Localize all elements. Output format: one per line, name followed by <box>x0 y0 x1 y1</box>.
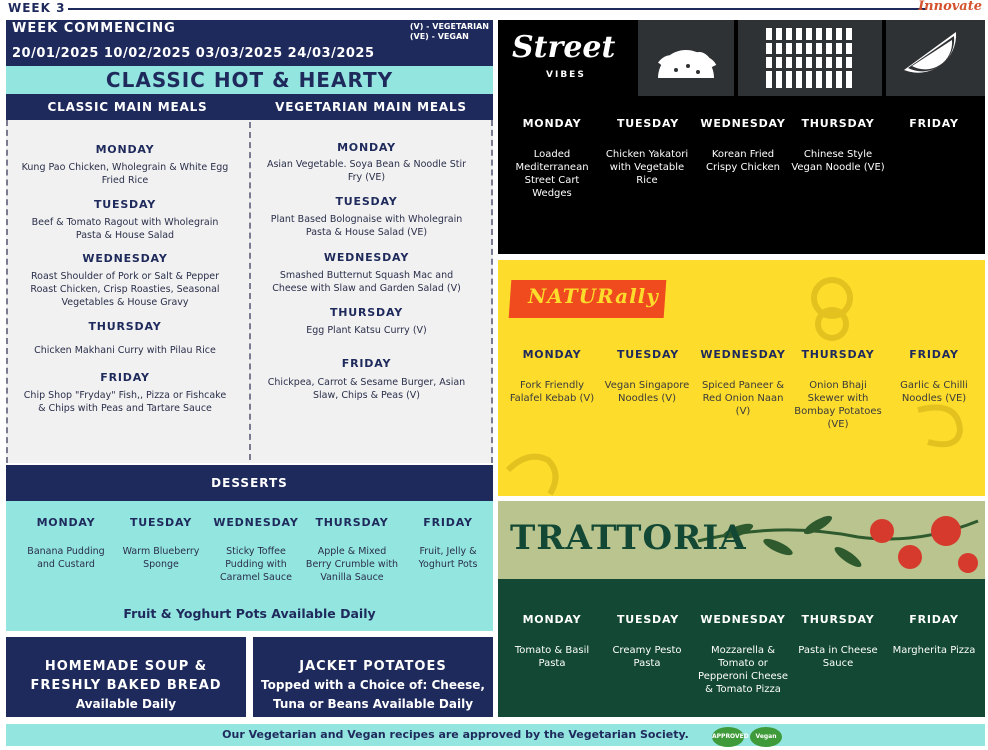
classic-day: FRIDAY <box>100 371 150 384</box>
trattoria-meal: Pasta in Cheese Sauce <box>798 645 878 669</box>
classic-meals-list <box>20 143 230 187</box>
soup-subtitle: Available Daily <box>75 697 177 711</box>
soup-title-line1: HOMEMADE SOUP & <box>44 659 208 674</box>
trattoria-title: TRATTORIA <box>510 518 747 558</box>
dessert-item <box>113 516 209 571</box>
dessert-day: MONDAY <box>36 516 96 529</box>
veg-meals-list-item <box>264 251 469 295</box>
veg-meals-list-item <box>264 195 469 239</box>
street-vibes-logo <box>498 20 634 96</box>
classic-meals-list-item <box>20 371 230 415</box>
jacket-title: JACKET POTATOES <box>299 659 447 674</box>
veg-meal: Smashed Butternut Squash Mac and Cheese with Slaw and Garden Salad (V) <box>272 270 461 294</box>
street-day: WEDNESDAY <box>700 117 786 130</box>
trattoria-meal: Tomato & Basil Pasta <box>514 645 590 669</box>
classic-day: MONDAY <box>95 143 155 156</box>
street-logo-subtext: VIBES <box>546 70 586 80</box>
naturally-meal: Fork Friendly Falafel Kebab (V) <box>509 380 595 404</box>
week-divider-line <box>68 8 926 10</box>
naturally-day: TUESDAY <box>616 348 680 361</box>
week-commencing-header <box>6 20 493 66</box>
street-logo-text: Street <box>512 30 616 65</box>
classic-main-meals-heading: CLASSIC MAIN MEALS <box>47 100 208 114</box>
trattoria-meal: Mozzarella & Tomato or Pepperoni Cheese & Tomato Pizza <box>698 645 788 695</box>
classic-meal: Chicken Makhani Curry with Pilau Rice <box>34 345 216 356</box>
soup-title-line2: FRESHLY BAKED BREAD <box>30 678 222 693</box>
dessert-item <box>208 516 304 584</box>
trattoria-day: TUESDAY <box>616 613 680 626</box>
mains-column-headers <box>6 94 493 120</box>
pattern-icon <box>738 20 882 96</box>
taco-icon <box>638 20 734 96</box>
dessert-meal: Fruit, Jelly & Yoghurt Pots <box>418 546 478 570</box>
naturally-meal: Garlic & Chilli Noodles (VE) <box>900 380 968 404</box>
classic-meal: Chip Shop "Fryday" Fish,, Pizza or Fishcake & Chips with Peas and Tartare Sauce <box>23 390 227 414</box>
street-day: TUESDAY <box>616 117 680 130</box>
dessert-item <box>18 516 114 571</box>
naturally-day: MONDAY <box>522 348 582 361</box>
desserts-daily-note: Fruit & Yoghurt Pots Available Daily <box>123 606 376 621</box>
veg-meals-list-item <box>264 357 469 402</box>
dessert-item <box>400 516 496 571</box>
veg-meal: Plant Based Bolognaise with Wholegrain Pasta & House Salad (VE) <box>270 214 463 238</box>
watermelon-icon <box>886 20 985 96</box>
vegetarian-society-approved-badge-icon: APPROVED <box>712 727 744 747</box>
veg-meal: Egg Plant Katsu Curry (V) <box>306 325 427 336</box>
classic-meals-list-item <box>20 252 230 309</box>
dessert-item <box>304 516 400 584</box>
soup-bread-box <box>6 637 246 717</box>
street-meal: Chicken Yakatori with Vegetable Rice <box>605 149 689 186</box>
dessert-meal: Sticky Toffee Pudding with Caramel Sauce <box>220 546 292 583</box>
naturally-meal: Vegan Singapore Noodles (V) <box>604 380 690 404</box>
jacket-potatoes-box <box>253 637 493 717</box>
trattoria-day: MONDAY <box>522 613 582 626</box>
legend-vegan: (VE) - VEGAN <box>409 32 469 41</box>
vegetarian-main-meals-heading: VEGETARIAN MAIN MEALS <box>275 100 467 114</box>
classic-day: WEDNESDAY <box>82 252 168 265</box>
veg-day: MONDAY <box>337 141 396 154</box>
naturally-logo-text: NATURally <box>528 284 659 308</box>
veg-day: THURSDAY <box>330 306 403 319</box>
veg-meals-list-item <box>264 141 469 184</box>
legend-vegetarian: (V) - VEGETARIAN <box>409 22 489 31</box>
veg-meal: Chickpea, Carrot & Sesame Burger, Asian Slaw, Chips & Peas (V) <box>267 377 466 401</box>
veg-meal: Asian Vegetable. Soya Bean & Noodle Stir Fry (VE) <box>266 159 467 183</box>
veg-day: TUESDAY <box>335 195 398 208</box>
veg-day: FRIDAY <box>341 357 392 370</box>
brand-logo: Innovate <box>918 0 982 14</box>
vegan-approved-badge-icon: Vegan <box>750 727 782 747</box>
naturally-meal: Onion Bhaji Skewer with Bombay Potatoes (VE) <box>794 380 882 430</box>
street-meal: Korean Fried Crispy Chicken <box>705 149 781 173</box>
naturally-day: FRIDAY <box>909 348 959 361</box>
jacket-sub-line1: Topped with a Choice of: Cheese, <box>261 678 485 692</box>
week-commencing-title: WEEK COMMENCING <box>12 21 176 36</box>
classic-day: THURSDAY <box>88 320 162 333</box>
trattoria-day: WEDNESDAY <box>700 613 786 626</box>
week-bar <box>0 0 988 18</box>
classic-section-title: CLASSIC HOT & HEARTY <box>6 66 493 94</box>
naturally-day: THURSDAY <box>801 348 875 361</box>
classic-day: TUESDAY <box>93 198 157 211</box>
classic-meals-list-item <box>20 320 230 357</box>
street-meal: Chinese Style Vegan Noodle (VE) <box>791 149 885 173</box>
classic-meal: Roast Shoulder of Pork or Salt & Pepper Roast Chicken, Crisp Roasties, Seasonal Vegetables & House Gravy <box>30 271 220 308</box>
footer-text: Our Vegetarian and Vegan recipes are approved by the Vegetarian Society. <box>222 728 689 741</box>
vegetarian-society-footer <box>6 724 985 746</box>
week-label: WEEK 3 <box>8 1 66 15</box>
week-commencing-dates: 20/01/2025 10/02/2025 03/03/2025 24/03/2025 <box>12 46 375 61</box>
veg-meals-list-item <box>264 306 469 337</box>
naturally-meal: Spiced Paneer & Red Onion Naan (V) <box>701 380 785 417</box>
classic-meals-list-item <box>20 198 230 242</box>
desserts-heading: DESSERTS <box>6 465 493 501</box>
classic-meal: Beef & Tomato Ragout with Wholegrain Pasta & House Salad <box>31 217 219 241</box>
street-meal: Loaded Mediterranean Street Cart Wedges <box>515 149 589 199</box>
dessert-day: TUESDAY <box>129 516 193 529</box>
dessert-meal: Apple & Mixed Berry Crumble with Vanilla Sauce <box>305 546 399 583</box>
diet-legend <box>410 22 489 42</box>
dessert-day: FRIDAY <box>423 516 473 529</box>
street-day: THURSDAY <box>801 117 875 130</box>
trattoria-day: FRIDAY <box>909 613 959 626</box>
mains-divider <box>249 122 251 460</box>
dessert-day: THURSDAY <box>315 516 389 529</box>
dessert-meal: Warm Blueberry Sponge <box>122 546 200 570</box>
classic-meal: Kung Pao Chicken, Wholegrain & White Egg Fried Rice <box>21 162 229 186</box>
trattoria-day: THURSDAY <box>801 613 875 626</box>
trattoria-meal: Creamy Pesto Pasta <box>612 645 682 669</box>
jacket-sub-line2: Tuna or Beans Available Daily <box>272 697 474 711</box>
dessert-day: WEDNESDAY <box>213 516 299 529</box>
dessert-meal: Banana Pudding and Custard <box>27 546 105 570</box>
trattoria-meal: Margherita Pizza <box>892 645 976 656</box>
naturally-day: WEDNESDAY <box>700 348 786 361</box>
street-vibes-banner <box>498 20 985 96</box>
street-day: FRIDAY <box>909 117 959 130</box>
street-day: MONDAY <box>522 117 582 130</box>
veg-day: WEDNESDAY <box>323 251 410 264</box>
